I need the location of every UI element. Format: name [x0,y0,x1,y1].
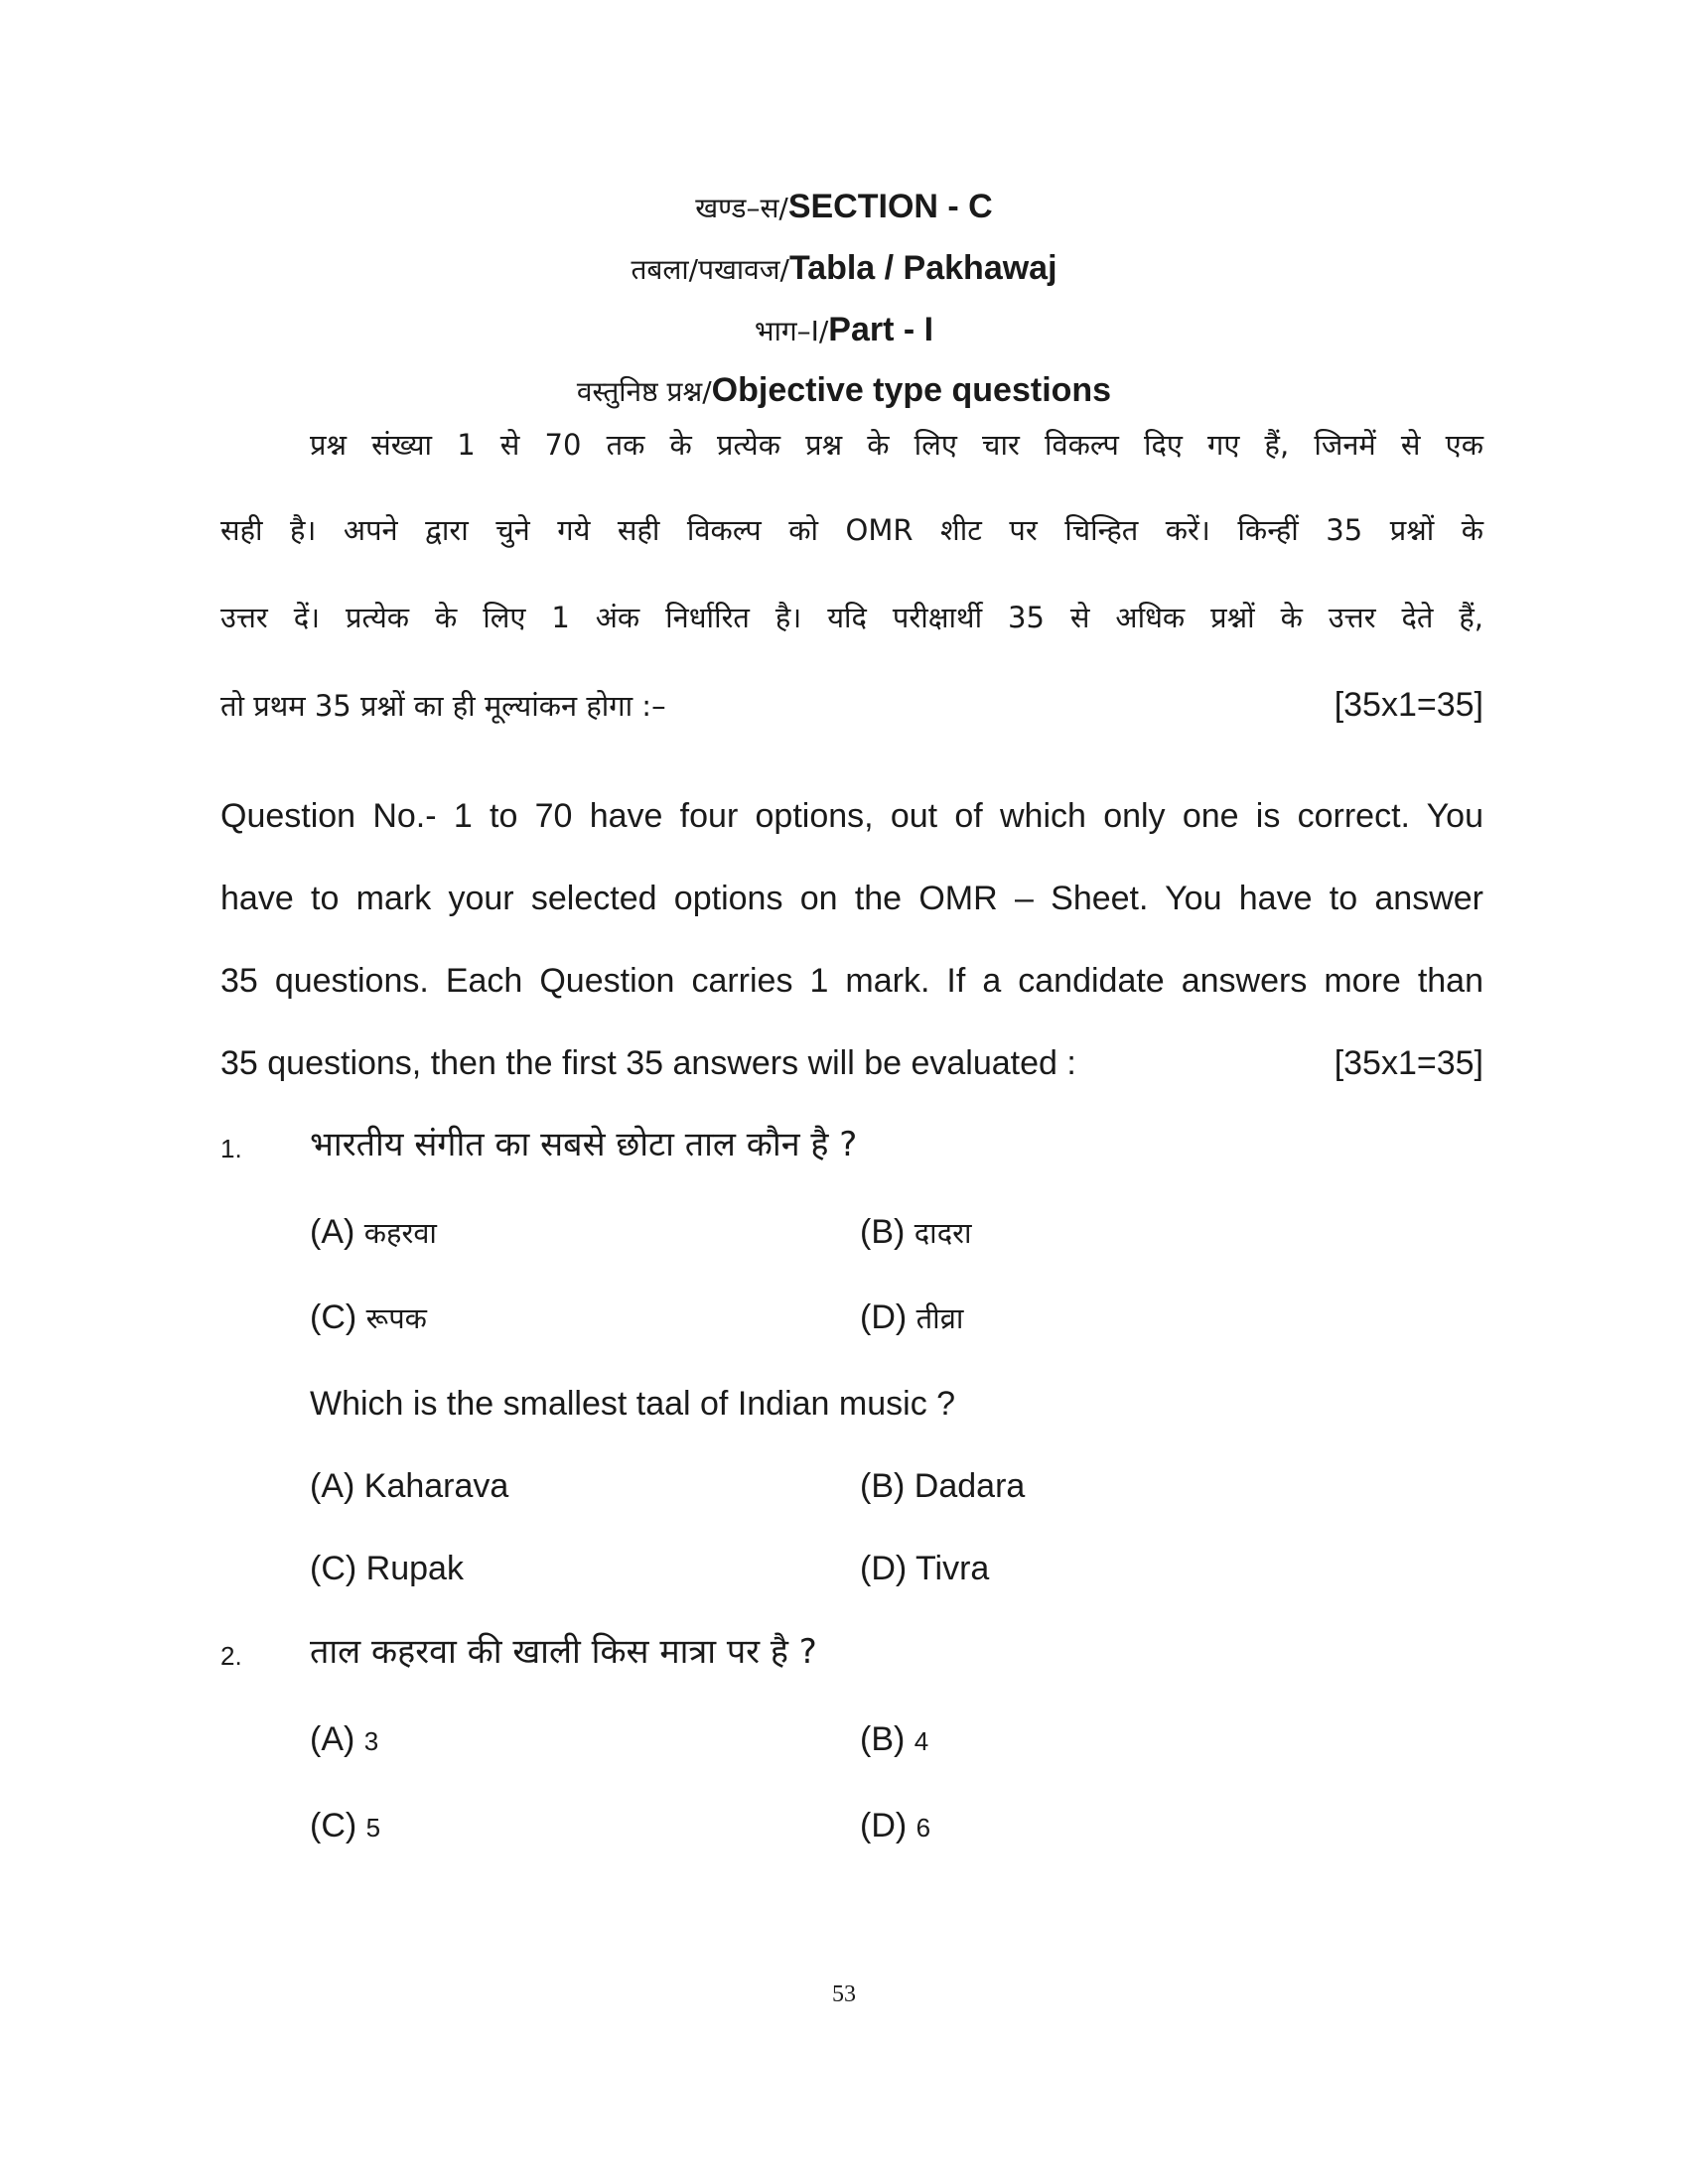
subject-hindi-pakhawaj: पखावज [698,253,780,286]
english-instruction-line-4 [220,1043,1483,1083]
question-2-option-a: (A) 3 [310,1720,379,1758]
subject-hindi-tabla: तबला [631,253,689,286]
question-1-text-hindi: भारतीय संगीत का सबसे छोटा ताल कौन है ? [310,1125,858,1164]
part-heading-hindi: भाग–I [754,315,819,347]
question-1-number: 1. [220,1134,242,1163]
question-1-option-d-hindi: (D) तीव्रा [860,1298,964,1336]
question-type-heading [0,370,1688,412]
question-1-option-d-english: (D) Tivra [860,1550,990,1587]
question-type-english: Objective type questions [711,371,1112,409]
separator: / [818,315,829,347]
question-1-option-a-hindi: (A) कहरवा [310,1213,437,1251]
part-heading [0,310,1688,351]
separator: / [779,253,789,286]
question-type-hindi: वस्तुनिष्ठ प्रश्न [576,375,703,408]
separator: / [688,253,699,286]
question-2-option-c: (C) 5 [310,1807,381,1844]
question-2-text-hindi: ताल कहरवा की खाली किस मात्रा पर है ? [310,1632,817,1672]
hindi-instruction-line-2: सही है। अपने द्वारा चुने गये सही विकल्प को OMR शीट पर चिन्हित करें। किन्हीं 35 प्रश्नों के [220,513,1483,547]
part-heading-english: Part - I [828,311,934,348]
section-heading-hindi: खण्ड–स [695,192,779,224]
hindi-instruction-line-1: प्रश्न संख्या 1 से 70 तक के प्रत्येक प्रश्न के लिए चार विकल्प दिए गए हैं, जिनमें से एक [310,428,1483,462]
question-1-option-a-english: (A) Kaharava [310,1467,509,1505]
page-number: 53 [832,1981,856,2007]
separator: / [702,375,712,408]
english-instruction-text: 35 questions, then the first 35 answers will be evaluated : [220,1044,1076,1082]
english-instruction-line-2: have to mark your selected options on the OMR – Sheet. You have to answer [220,880,1483,917]
hindi-instruction-line-3: उत्तर दें। प्रत्येक के लिए 1 अंक निर्धारित है। यदि परीक्षार्थी 35 से अधिक प्रश्नों के उत्तर देते हैं, [220,601,1483,634]
marks-label: [35x1=35] [1334,686,1483,724]
question-2-number: 2. [220,1641,242,1671]
question-1-option-c-hindi: (C) रूपक [310,1298,427,1336]
separator: / [778,192,788,224]
hindi-instruction-text: तो प्रथम 35 प्रश्नों का ही मूल्यांकन होगा :– [220,689,666,723]
question-2-option-d: (D) 6 [860,1807,931,1844]
question-1-text-english: Which is the smallest taal of Indian music ? [310,1385,956,1423]
question-1-option-b-english: (B) Dadara [860,1467,1026,1505]
question-1-option-b-hindi: (B) दादरा [860,1213,972,1251]
question-1-option-c-english: (C) Rupak [310,1550,464,1587]
english-instruction-line-3: 35 questions. Each Question carries 1 mark. If a candidate answers more than [220,962,1483,1000]
subject-heading [0,248,1688,290]
hindi-instruction-line-4 [220,685,1483,726]
question-2-option-b: (B) 4 [860,1720,929,1758]
section-heading [0,187,1688,228]
english-instruction-line-1: Question No.- 1 to 70 have four options, out of which only one is correct. You [220,797,1483,835]
subject-english: Tabla / Pakhawaj [788,249,1057,287]
marks-label: [35x1=35] [1334,1044,1483,1082]
section-heading-english: SECTION - C [787,188,993,225]
